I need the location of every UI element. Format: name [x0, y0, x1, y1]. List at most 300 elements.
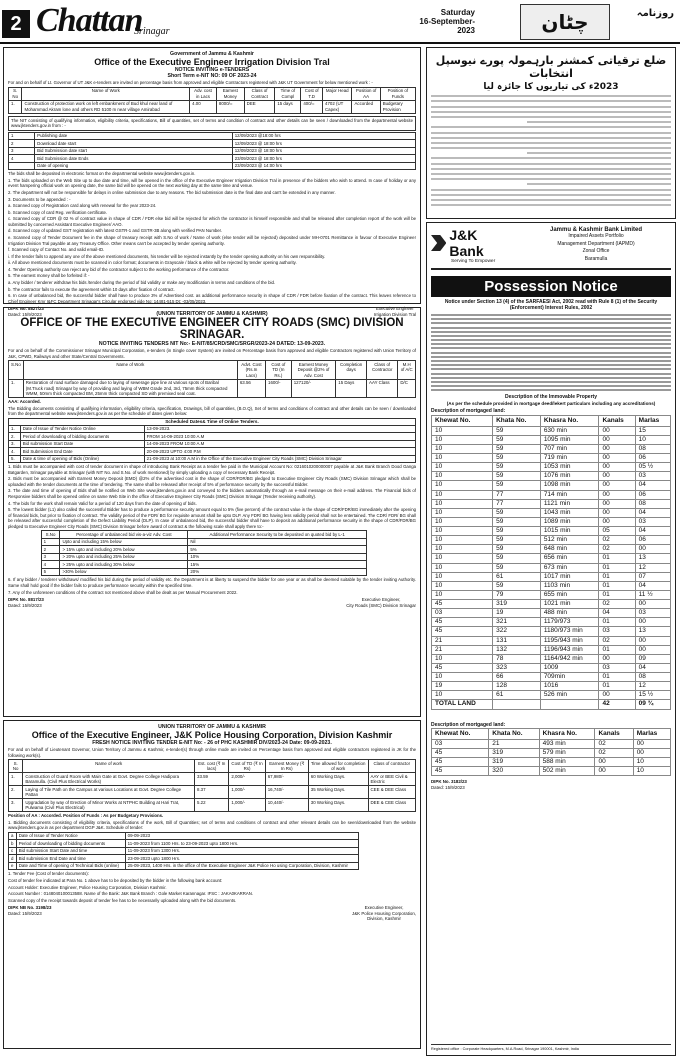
- table-cell: 63.56: [237, 379, 265, 398]
- ad3-sign-3: Division, Kashmir: [367, 916, 401, 922]
- text-line: [431, 204, 671, 206]
- table-cell: 30 Working Days.: [308, 799, 368, 812]
- table-row: [432, 767, 671, 776]
- table-cell: 25-09-2023, 1400 Hrs. in the office of the Executive Engineer J&K Police Ho using Corporation, Division, Kashmir: [125, 862, 358, 870]
- table-cell: 07: [635, 572, 670, 581]
- total-cell: 09 ¾: [635, 700, 670, 709]
- table-cell: e: [9, 862, 17, 870]
- term-paragraph: f. Scanned copy of Contact No. and valid email-ID.: [8, 247, 105, 253]
- table-cell: 1095 min: [540, 435, 599, 444]
- table-cell: 673 min: [540, 563, 599, 572]
- ad2-office: OFFICE OF THE EXECUTIVE ENGINEER CITY ROADS (SMC) DIVISION SRINAGAR.: [20, 317, 404, 341]
- table-row: [9, 455, 416, 463]
- text-line: [431, 100, 671, 102]
- table-row: [432, 426, 671, 435]
- table-cell: 1196/943 min: [540, 645, 599, 654]
- table-cell: > 25% upto and including 30% below: [60, 561, 188, 569]
- ad2-aaa: AAA: Accorded.: [8, 399, 41, 405]
- table-cell: >30% below: [60, 568, 188, 576]
- table-cell: 21: [432, 645, 493, 654]
- table-cell: 59: [493, 463, 541, 472]
- table-row: [432, 499, 671, 508]
- table-header-cell: Completion days: [336, 361, 367, 380]
- ad1-sign-2: Irrigation Division Tral: [373, 311, 416, 317]
- table-cell: 5.: [9, 455, 21, 463]
- table-cell: 66: [493, 673, 541, 682]
- table-cell: 45: [432, 618, 493, 627]
- table-row: [9, 862, 359, 870]
- table-cell: 714 min: [540, 490, 599, 499]
- urdu-news-article: [426, 47, 676, 219]
- jk-dipk: DIPK No. 3182/23: [431, 779, 467, 785]
- table-row: [9, 162, 416, 170]
- table-row: [9, 799, 416, 812]
- ad1-office: Office of the Executive Engineer Irrigation Division Tral: [94, 57, 330, 67]
- ad1-govt: Government of Jammu & Kashmir: [170, 51, 254, 57]
- jk-table2-title: Description of mortgaged land:: [431, 721, 506, 728]
- table-cell: b: [9, 840, 17, 848]
- ad1-work-table: [8, 87, 416, 114]
- table-cell: Period of downloading of bidding documents: [20, 433, 144, 441]
- term-paragraph: 4. The bids for the work shall remain Valid for a period of 120 days from the date of opening of bids.: [8, 500, 197, 506]
- ad1-dipk: DIPK No. 8827/23: [8, 306, 44, 312]
- table-header-cell: Marlas: [633, 728, 670, 739]
- table-cell: 03: [635, 609, 670, 618]
- ad1-notice: NOTICE INVITING e-TENDERS: [174, 67, 250, 73]
- table-cell: 11-09-2023 from 1100 Hrs. to 23-09-2023 upto 1800 Hrs.: [125, 840, 358, 848]
- table-cell: 2: [9, 140, 35, 148]
- table-cell: 02: [595, 749, 633, 758]
- table-cell: 01: [599, 673, 635, 682]
- table-header-cell: Est. cost (₹ In lacs): [195, 760, 229, 773]
- table-cell: 00: [599, 490, 635, 499]
- table-cell: 3.: [9, 799, 23, 812]
- total-cell: TOTAL LAND: [432, 700, 493, 709]
- jk-addr-3: Management Department (IAPMD): [557, 240, 635, 247]
- table-cell: 13: [635, 554, 670, 563]
- table-cell: 493 min: [539, 739, 595, 748]
- table-cell: 59: [493, 527, 541, 536]
- table-cell: 33.59: [195, 773, 229, 786]
- table-cell: Bid submission Start Date: [20, 440, 144, 448]
- table-cell: 5%: [188, 546, 367, 554]
- table-cell: 59: [493, 581, 541, 590]
- term-paragraph: 5. The earnest money shall be forfeited if: -: [8, 273, 90, 279]
- table-cell: 00: [599, 508, 635, 517]
- table-cell: 59: [493, 435, 541, 444]
- table-header-cell: Percentage of unbalanced bid vis-a-viz Adv. Cost: [60, 531, 188, 539]
- table-cell: 05: [599, 527, 635, 536]
- table-cell: 10: [432, 572, 493, 581]
- table-header-cell: Earnest Money (₹ In Rs): [265, 760, 308, 773]
- table-cell: 19: [493, 609, 541, 618]
- table-cell: 10: [432, 673, 493, 682]
- term-paragraph: 2. Bids must be accompanied with Earnest Money Deposit (EMD) @2% of the advertised cost in the shape of CDR/FDR/BG pledged to Executive Engineer City Roads (SMC) Division Srinagar which shall be uploaded with the tender documents at the time of tendering. The same shall be released after receipt of 5% of performance security by the successful Bidder.: [8, 476, 416, 487]
- text-line: [431, 173, 671, 175]
- table-header-cell: Khata No.: [489, 728, 539, 739]
- table-cell: 00: [635, 636, 670, 645]
- table-cell: 4: [9, 155, 35, 163]
- table-cell: 15 days: [275, 100, 301, 113]
- table-row: [41, 553, 366, 561]
- table-cell: 1076 min: [540, 472, 599, 481]
- table-cell: 10%: [188, 553, 367, 561]
- table-cell: 45: [432, 600, 493, 609]
- table-cell: 400/=: [301, 100, 323, 113]
- table-row: [41, 546, 366, 554]
- table-cell: 00: [633, 739, 670, 748]
- table-cell: 45: [432, 767, 489, 776]
- total-cell: [493, 700, 541, 709]
- table-cell: 10: [432, 454, 493, 463]
- ad3-aa: Position of AA : Accorded. Position of Funds : As per Budgetary Provisions.: [8, 813, 164, 819]
- ad2-govt: (UNION TERRITORY OF JAMMU & KASHMIR): [156, 311, 268, 317]
- jk-addr-5: Baramulla: [584, 255, 608, 262]
- table-cell: 4.: [9, 448, 21, 456]
- table-cell: 03: [635, 517, 670, 526]
- table-cell: 323: [493, 663, 541, 672]
- table-row: [432, 627, 671, 636]
- table-cell: 06: [635, 454, 670, 463]
- table-cell: Nil: [188, 538, 367, 546]
- table-cell: 4: [41, 561, 60, 569]
- table-header-cell: Marlas: [635, 415, 670, 426]
- table-cell: FROM 14-09-2023 10:00 A.M: [144, 433, 415, 441]
- table-cell: Bid submission End Date and time: [16, 855, 125, 863]
- ad3-schedule-table: [8, 832, 359, 871]
- table-cell: 03: [635, 472, 670, 481]
- table-row: [41, 561, 366, 569]
- table-cell: 10: [432, 581, 493, 590]
- table-cell: 1195/943 min: [540, 636, 599, 645]
- table-cell: 00: [599, 463, 635, 472]
- table-cell: 23/09/2023 @ 18:00 hrs: [232, 155, 415, 163]
- text-line: [527, 183, 671, 185]
- table-cell: 10: [432, 435, 493, 444]
- table-cell: 21-09-2023 at 10:00 A.M in the Office of the Executive Engineer City Roads (SMC) Division Srinagar: [144, 455, 415, 463]
- table-header-cell: Advt. Cost (Rs.In Lacs): [237, 361, 265, 380]
- table-cell: 00: [635, 545, 670, 554]
- table-cell: 10: [432, 490, 493, 499]
- table-cell: 1015 min: [540, 527, 599, 536]
- table-header-cell: Khasra No.: [540, 415, 599, 426]
- table-cell: Date of opening: [35, 162, 233, 170]
- table-row: [432, 739, 671, 748]
- total-row: [432, 700, 671, 709]
- table-cell: Publishing date: [35, 132, 233, 140]
- table-cell: 12: [635, 563, 670, 572]
- table-cell: 00: [635, 618, 670, 627]
- ad1-intro: For and on behalf of Lt. Governor of UT J&K e-tenders are invited on percentage basis from approved and eligible Contractors registered with J&K UT Government for below mentioned work : -: [8, 80, 373, 85]
- table-cell: 00: [635, 600, 670, 609]
- table-header-cell: Kanals: [595, 728, 633, 739]
- table-cell: 1: [9, 132, 35, 140]
- text-line: [431, 189, 671, 191]
- table-cell: 08: [635, 499, 670, 508]
- ad3-work-table: [8, 759, 416, 812]
- table-row: [432, 663, 671, 672]
- table-cell: 13: [635, 627, 670, 636]
- table-row: [432, 645, 671, 654]
- table-row: [41, 568, 366, 576]
- table-cell: 01: [599, 554, 635, 563]
- table-cell: 20%: [188, 568, 367, 576]
- table-cell: 579 min: [539, 749, 595, 758]
- table-cell: 655 min: [540, 590, 599, 599]
- table-row: [432, 517, 671, 526]
- table-row: [432, 691, 671, 700]
- ad1-dated: Dated: 15/9/2023: [8, 311, 42, 317]
- term-paragraph: 5. The lowest bidder (L1) also called the successful Bidder has to produce a performance security amount equal to 5% (five percent) of the contract value in the shape of CDR/FDR/BG immediately after the opening of financial bids, but prior to fixation of contract. The validity period of the FDR/ BG for requisite amount shall be upto DLP. Any FDR/ BG having less validity period shall not be entertained. The CDR/ FDR/ BG shall be released after successful completion of the Defect Liability Period (DLP). In case of unbalanced bid, the successful bidder shall have to deposit an additional performance security in the shape of CDR/FDR/BG pledged to Executive Engineer City Roads (SMC) Division Srinagar before award of contract & the following scale shall apply there to:-: [8, 507, 416, 529]
- table-cell: 15%: [188, 561, 367, 569]
- table-cell: 321: [493, 618, 541, 627]
- table-cell: > 20% upto and including 25% below: [60, 553, 188, 561]
- table-cell: 21: [432, 636, 493, 645]
- ad2-work-table: [8, 360, 416, 398]
- table-row: [432, 609, 671, 618]
- table-cell: 502 min: [539, 767, 595, 776]
- table-header-cell: Khasra No.: [539, 728, 595, 739]
- table-cell: 35 Working Days.: [308, 786, 368, 799]
- table-cell: 21: [489, 739, 539, 748]
- table-cell: AAY or BEE Civil & Electric: [368, 773, 415, 786]
- jk-logo-text: J&K Bank: [449, 227, 484, 259]
- table-header-cell: Time allowed for completion of work: [308, 760, 368, 773]
- table-cell: 709min: [540, 673, 599, 682]
- table-header-cell: Cost of TD (In Rs.): [266, 361, 292, 380]
- table-row: [432, 536, 671, 545]
- table-header-cell: S.No: [41, 531, 60, 539]
- table-cell: 1098 min: [540, 481, 599, 490]
- text-line: [431, 147, 671, 149]
- table-cell: 1.: [9, 773, 23, 786]
- table-row: [9, 847, 359, 855]
- text-line: [431, 178, 671, 180]
- table-cell: 59: [493, 545, 541, 554]
- table-cell: 10: [432, 554, 493, 563]
- table-row: [9, 855, 359, 863]
- table-cell: 1089 min: [540, 517, 599, 526]
- brand-logo: Chattan: [36, 2, 143, 39]
- table-cell: Accorded: [352, 100, 380, 113]
- table-row: [432, 654, 671, 663]
- ad3-intro: For and on behalf of Lieutenant Governor, Union Territory of Jammu & Kashmir, e-tender(s) through online mode are invited on Percentage basis from approved and eligible contractors registered in JK for the following work(s).: [8, 747, 416, 758]
- table-cell: 08: [635, 444, 670, 453]
- jk-tagline: Serving To Empower: [451, 259, 496, 264]
- ad2-sign-1: Executive Engineer,: [361, 597, 401, 603]
- table-cell: 00: [635, 645, 670, 654]
- table-cell: 04: [635, 481, 670, 490]
- table-cell: DEE & CEE Class: [368, 799, 415, 812]
- table-row: [9, 155, 416, 163]
- term-paragraph: Account Number : 0148040100013588. Name of the Bank: J&K Bank Branch : Gole Market Karannagar. IFSC : JAKA0KARRAN.: [8, 891, 254, 897]
- table-cell: 05 ½: [635, 463, 670, 472]
- table-cell: 2.: [9, 786, 23, 799]
- term-paragraph: ii. All above mentioned documents must be scanned in color format; documents in Grayscale / black & white will be rejected by tender opening authority.: [8, 260, 297, 266]
- table-header-cell: S. No: [9, 760, 23, 773]
- table-header-cell: Major Head: [323, 87, 352, 100]
- text-line: [527, 121, 671, 123]
- term-paragraph: The bids shall be deposited in electronic format on the departmental website www.jktenders.gov.in.: [8, 171, 196, 177]
- table-row: [432, 581, 671, 590]
- table-cell: 00: [599, 454, 635, 463]
- table-cell: 719 min: [540, 454, 599, 463]
- table-header-cell: Khewat No.: [432, 415, 493, 426]
- term-paragraph: 3. The date and time of opening of Bids shall be notified on Web Site www.jktenders.gov.in and conveyed to the bidders automatically through an e-mail message on their e-mail address. The Financial bids of Responsive bidders shall be opened online on same Web Site in the office of Executive Engineer City Roads (SMC) Division Srinagar (Tender receiving authority).: [8, 488, 416, 500]
- text-line: [431, 137, 671, 139]
- table-cell: 319: [489, 749, 539, 758]
- jk-bank-logo: [431, 227, 513, 265]
- table-cell: 59: [493, 554, 541, 563]
- ad1-sign-1: Executive Engineer: [375, 306, 414, 312]
- table-cell: Restoration of road surface damaged due to laying of sewerage pipe line at various spots of Baribal (M.Truck road) Srinagar by way of providing and laying of WBM Grade 2nd, 3rd, 75mm thick compacted WMM, 50mm thick compacted BM, 25mm thick compacted SD with premixed seal coat.: [23, 379, 237, 398]
- table-cell: Budgetary Provision: [380, 100, 415, 113]
- ad2-dated: Dated: 15/9/2023: [8, 602, 42, 608]
- table-cell: 14-09-2023 FROM 10:00 A.M: [144, 440, 415, 448]
- ad2-dipk: DIPK No. 8817/23: [8, 597, 44, 603]
- table-cell: 04: [635, 663, 670, 672]
- table-cell: 319: [493, 600, 541, 609]
- table-cell: 1009: [540, 663, 599, 672]
- term-paragraph: b. Scanned copy of card Reg. verification certificate.: [8, 209, 108, 215]
- table-row: [432, 545, 671, 554]
- text-line: [431, 157, 671, 159]
- table-cell: 00: [595, 767, 633, 776]
- table-cell: 04: [635, 508, 670, 517]
- table-cell: 1.: [9, 425, 21, 433]
- table-header-cell: Adv. cost in Lacs: [190, 87, 217, 100]
- table-row: [9, 147, 416, 155]
- table-cell: 132: [493, 645, 541, 654]
- table-cell: 10: [432, 527, 493, 536]
- table-header-cell: Name of Work: [22, 87, 190, 100]
- table-cell: CEE & DEE Class: [368, 786, 415, 799]
- police-housing-tender-ad: [3, 720, 421, 1049]
- table-cell: 131: [493, 636, 541, 645]
- table-cell: Bid Submission End Date: [20, 448, 144, 456]
- table-cell: 03: [599, 627, 635, 636]
- table-header-cell: Cost of T.D: [301, 87, 323, 100]
- table-cell: 2: [41, 546, 60, 554]
- table-header-cell: Class of Contract: [244, 87, 275, 100]
- table-cell: 1053 min: [540, 463, 599, 472]
- table-cell: 127120/-: [291, 379, 336, 398]
- table-cell: 00: [633, 749, 670, 758]
- table-cell: 3: [9, 147, 35, 155]
- table-cell: 00: [599, 472, 635, 481]
- table-cell: 77: [493, 490, 541, 499]
- table-cell: 00: [599, 499, 635, 508]
- term-paragraph: 2. The department will not be responsible for delays in online submission due to any reasons. The bid submission date is the final date and can't be extended in any manner.: [8, 189, 336, 195]
- table-cell: Bid Submission date Ends: [35, 155, 233, 163]
- table-cell: Construction of Guard Room with Main Gate at Govt. Degree College Hadipora Baramulla. (Civil Plus Electrical Works): [23, 773, 195, 786]
- jk-address: [521, 227, 671, 265]
- table-cell: 1.: [9, 379, 24, 398]
- possession-notice-subtitle: Notice under Section 13 (4) of the SARFAESI Act, 2002 read with Rule 8 (1) of the Security (Enforcement) Interest Rules, 2002: [444, 298, 658, 311]
- ad1-terms: [8, 171, 416, 304]
- table-cell: 10: [432, 472, 493, 481]
- table-cell: 12: [635, 682, 670, 691]
- table-row: [41, 538, 366, 546]
- table-cell: Date of Issue of Tender Notice Online: [20, 425, 144, 433]
- table-cell: 60 Working Days.: [308, 773, 368, 786]
- table-cell: 03: [432, 609, 493, 618]
- table-cell: 1021 min: [540, 600, 599, 609]
- table-cell: 02: [599, 536, 635, 545]
- left-column: [3, 47, 421, 1059]
- ad2-scale-table: [41, 530, 367, 576]
- table-cell: a: [9, 832, 17, 840]
- table-cell: 59: [493, 454, 541, 463]
- text-line: [431, 199, 671, 201]
- table-cell: 59: [493, 481, 541, 490]
- table-row: [432, 563, 671, 572]
- table-cell: 5.22: [195, 799, 229, 812]
- text-line: [431, 95, 671, 97]
- table-cell: 00: [595, 758, 633, 767]
- urdu-body-text: [431, 95, 671, 206]
- table-cell: 01: [599, 590, 635, 599]
- issue-date: [405, 8, 475, 35]
- table-header-cell: Cost of TD (₹ In Rs): [229, 760, 265, 773]
- table-cell: 3: [41, 553, 60, 561]
- table-header-cell: Class of contractor: [368, 760, 415, 773]
- table-cell: 1180/973 min: [540, 627, 599, 636]
- table-cell: 12/09/2023 @ 18:00 hrs: [232, 147, 415, 155]
- table-cell: 12/09/2023 @18:00 hrs: [232, 132, 415, 140]
- table-row: [432, 444, 671, 453]
- issue-date-text: 16-September-2023: [419, 17, 475, 35]
- text-line: [431, 142, 671, 144]
- issue-day: Saturday: [440, 8, 475, 17]
- table-cell: 67,980/-: [265, 773, 308, 786]
- table-cell: 1103 min: [540, 581, 599, 590]
- urdu-label: روزنامہ: [636, 8, 674, 19]
- table-cell: 01: [599, 581, 635, 590]
- table-cell: Upto and including 15% below: [60, 538, 188, 546]
- table-row: [432, 749, 671, 758]
- table-cell: 1164/942 min: [540, 654, 599, 663]
- table-cell: c: [9, 847, 17, 855]
- table-cell: 10: [635, 435, 670, 444]
- table-row: [9, 786, 416, 799]
- table-row: [9, 433, 416, 441]
- table-cell: 1,000/-: [229, 786, 265, 799]
- table-cell: 13-09-2023.: [144, 425, 415, 433]
- table-row: [432, 554, 671, 563]
- table-cell: Period of downloading of bidding documents: [16, 840, 125, 848]
- table-header-cell: Name of work: [23, 760, 195, 773]
- table-cell: 322: [493, 627, 541, 636]
- table-cell: 11-09-2023 from 1300 Hrs.: [125, 847, 358, 855]
- term-paragraph: 1. Tender Fee (Cost of tender documents):: [8, 871, 89, 877]
- table-cell: 02: [599, 600, 635, 609]
- table-cell: 1.: [9, 100, 22, 113]
- ad2-schedule-table: [8, 425, 416, 464]
- table-cell: 1: [41, 538, 60, 546]
- table-cell: D/C: [398, 379, 416, 398]
- term-paragraph: 3. Documents to be appended : -: [8, 196, 71, 202]
- table-cell: 01: [599, 572, 635, 581]
- table-cell: 10: [633, 767, 670, 776]
- table-cell: 01: [599, 563, 635, 572]
- table-cell: 00: [599, 444, 635, 453]
- text-line: [431, 106, 671, 108]
- ad2-sign-2: City Roads (SMC) Division Srinagar: [346, 602, 416, 608]
- table-cell: 10: [432, 536, 493, 545]
- table-row: [432, 435, 671, 444]
- term-paragraph: 7. Any of the unforeseen conditions of the contract not mentioned above shall be dealt as per Manual Procurement 2022.: [8, 589, 238, 595]
